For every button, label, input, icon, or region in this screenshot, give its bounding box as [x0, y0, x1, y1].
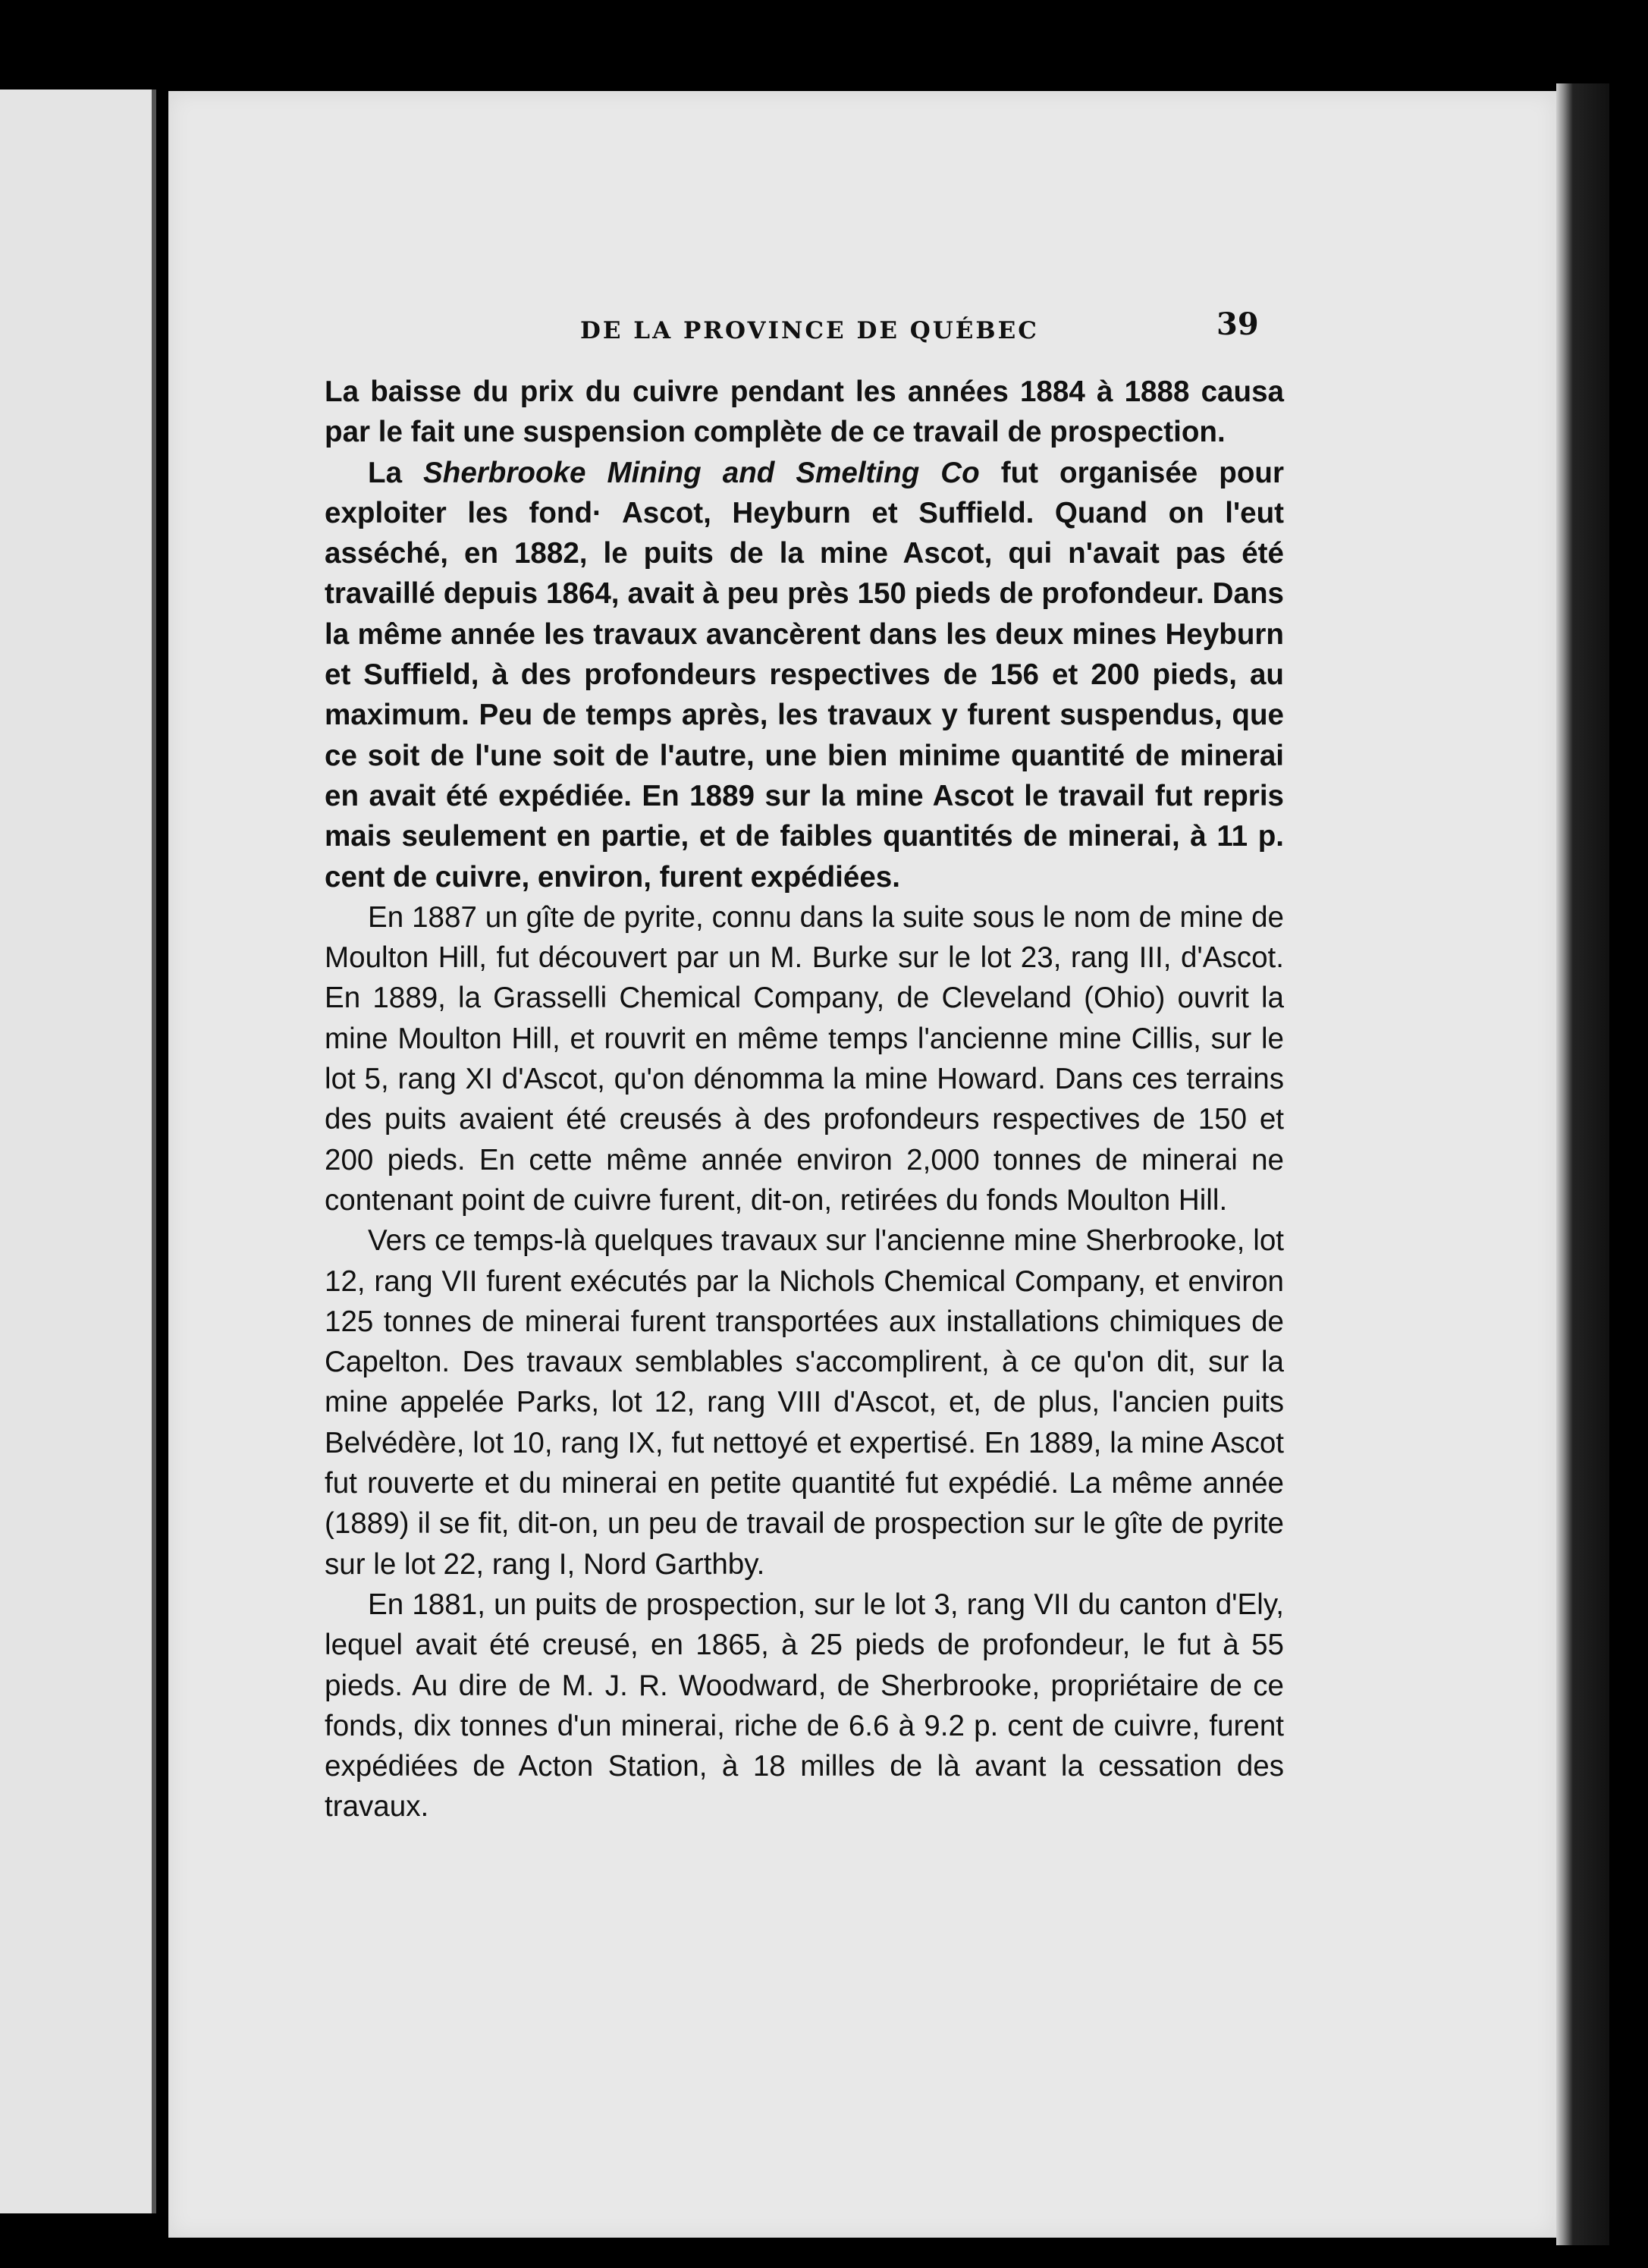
paragraph-2 — [325, 453, 1284, 897]
paragraph-1: La baisse du prix du cuivre pendant les années 1884 à 1888 causa par le fait une suspension complète de ce travail de prospection. — [325, 375, 1284, 449]
page-number: 39 — [1216, 306, 1259, 342]
paragraph-2-start: La — [368, 456, 424, 489]
paragraph-5: En 1881, un puits de prospection, sur le lot 3, rang VII du canton d'Ely, lequel avait été creusé, en 1865, à 25 pieds de profondeur, le fut à 55 pieds. Au dire de M. J. R. Woodward, de Sherbrooke, propriétaire de ce fonds, dix tonnes d'un minerai, riche de 6.6 à 9.2 p. cent de cuivre, furent expédiées de Acton Station, à 18 milles de là avant la cessation des travaux. — [325, 1588, 1284, 1824]
paragraph-2-rest: fut organisée pour exploiter les fond· Ascot, Heyburn et Suffield. Quand on l'eut asséché, en 1882, le puits de la mine Ascot, qui n'avait pas été travaillé depuis 1864, avait à peu près 150 pieds de profondeur. Dans la même année les travaux avancèrent dans les deux mines Heyburn et Suffield, à des profondeurs respectives de 156 et 200 pieds, au maximum. Peu de temps après, les travaux y furent suspendus, que ce soit de l'une soit de l'autre, une bien minime quantité de minerai en avait été expédiée. En 1889 sur la mine Ascot le travail fut repris mais seulement en partie, et de faibles quantités de minerai, à 11 p. cent de cuivre, environ, furent expédiées. — [325, 456, 1284, 894]
page-binding-edge — [1556, 83, 1609, 2245]
company-name-italic: Sherbrooke Mining and Smelting Co — [423, 456, 980, 489]
running-head: DE LA PROVINCE DE QUÉBEC — [580, 317, 1039, 344]
paragraph-3: En 1887 un gîte de pyrite, connu dans la suite sous le nom de mine de Moulton Hill, fut découvert par un M. Burke sur le lot 23, rang III, d'Ascot. En 1889, la Grasselli Chemical Company, de Cleveland (Ohio) ouvrit la mine Moulton Hill, et rouvrit en même temps l'ancienne mine Cillis, sur le lot 5, rang XI d'Ascot, qu'on dénomma la mine Howard. Dans ces terrains des puits avaient été creusés à des profondeurs respectives de 150 et 200 pieds. En cette même année environ 2,000 tonnes de minerai ne contenant point de cuivre furent, dit-on, retirées du fonds Moulton Hill. — [325, 900, 1284, 1217]
body-text — [325, 372, 1284, 1827]
paragraph-4: Vers ce temps-là quelques travaux sur l'ancienne mine Sherbrooke, lot 12, rang VII furent exécutés par la Nichols Chemical Company, et environ 125 tonnes de minerai furent transportées aux installations chimiques de Capelton. Des travaux semblables s'accomplirent, à ce qu'on dit, sur la mine appelée Parks, lot 12, rang VIII d'Ascot, et, de plus, l'ancien puits Belvédère, lot 10, rang IX, fut nettoyé et expertisé. En 1889, la mine Ascot fut rouverte et du minerai en petite quantité fut expédié. La même année (1889) il se fit, dit-on, un peu de travail de prospection sur le gîte de pyrite sur le lot 22, rang I, Nord Garthby. — [325, 1224, 1284, 1581]
facing-page-edge — [0, 90, 156, 2213]
